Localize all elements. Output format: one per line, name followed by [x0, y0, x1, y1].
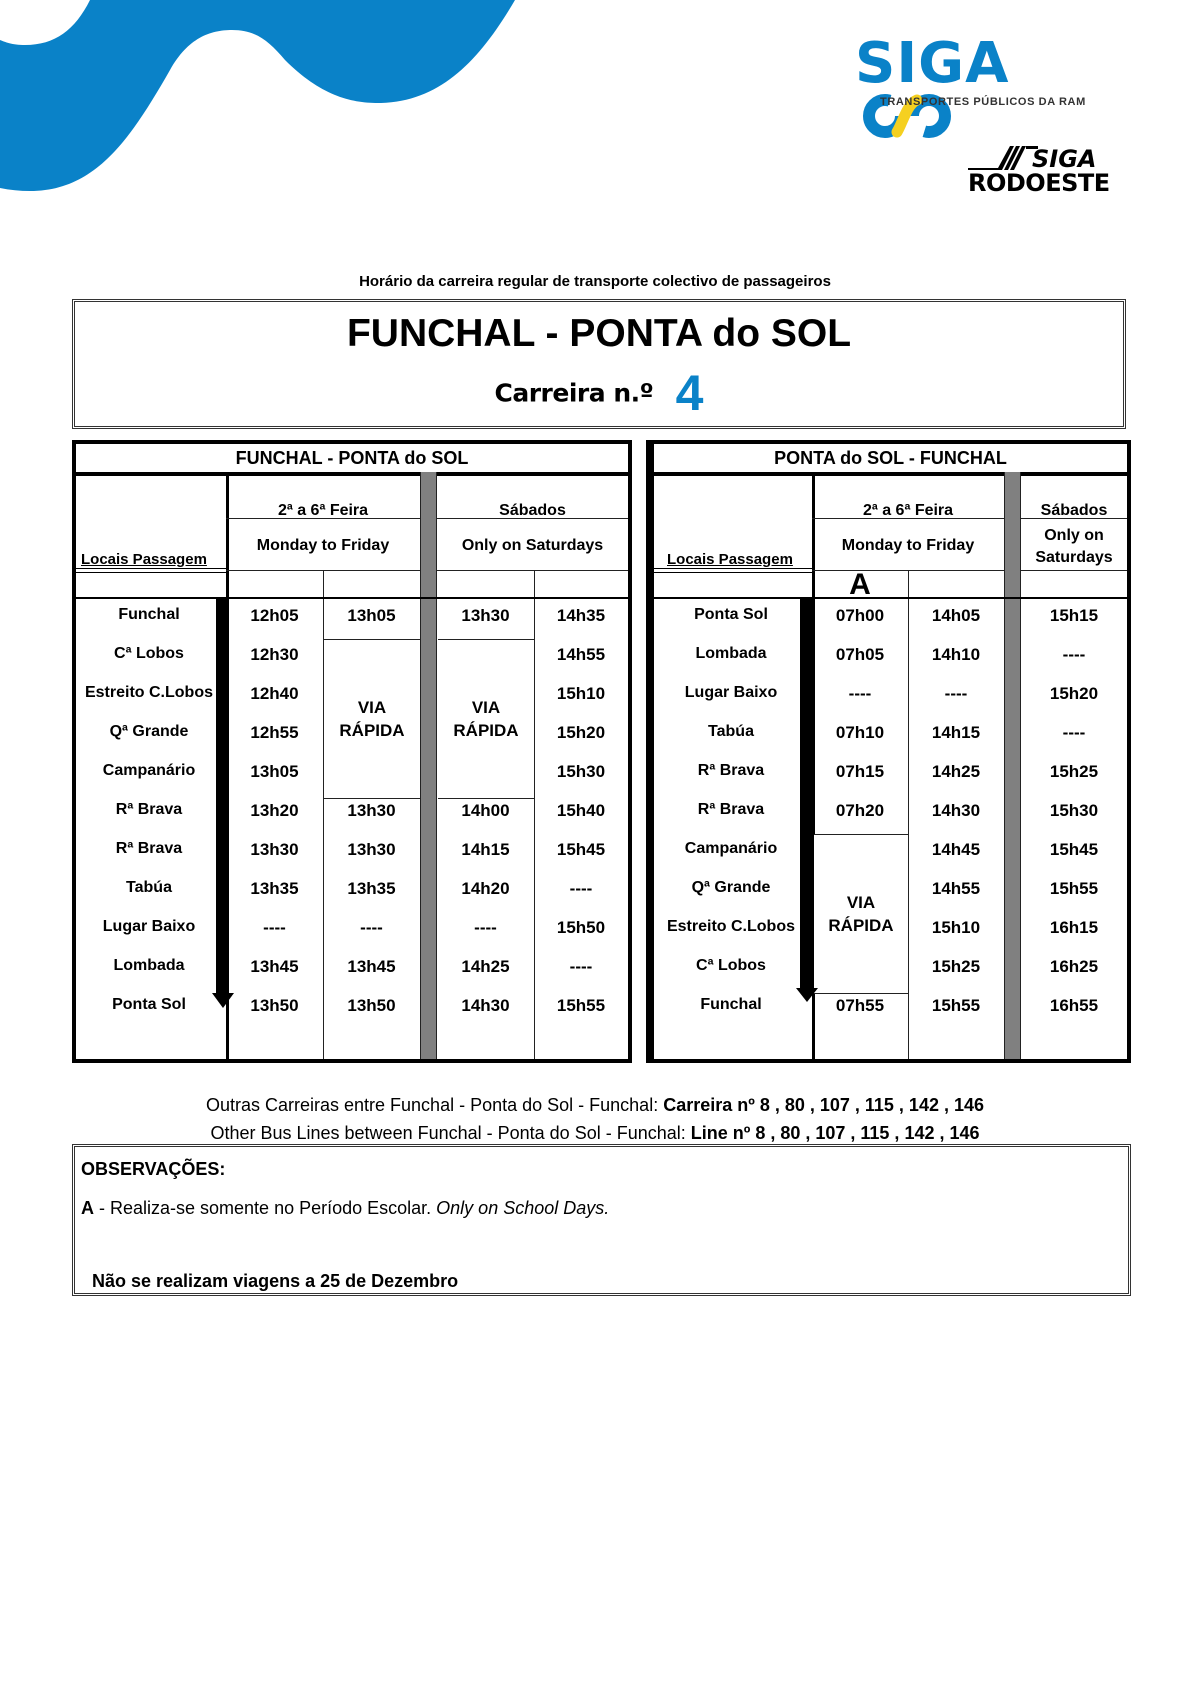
departure-time: 16h15 [1049, 918, 1099, 937]
departure-time: 14h15 [461, 840, 510, 859]
double-underline [654, 568, 812, 573]
departure-time: 07h10 [835, 723, 885, 742]
weekday-header-en: Monday to Friday [256, 537, 390, 554]
departure-time: 13h50 [250, 996, 299, 1015]
rodoeste-siga-text: SIGA [1032, 145, 1097, 173]
departure-time: ---- [360, 918, 383, 937]
outbound-via-rapida-weekday [324, 639, 420, 799]
rodoeste-logo [968, 145, 1110, 198]
gray-separator [1004, 472, 1021, 1059]
departure-time: 14h20 [461, 879, 510, 898]
departure-time: 16h25 [1049, 957, 1099, 976]
departure-time: 13h30 [461, 606, 510, 625]
departure-time: 13h20 [250, 801, 299, 820]
other-lines-en-prefix: Other Bus Lines between Funchal - Ponta do Sol - Funchal: [210, 1123, 691, 1143]
departure-time: 07h55 [835, 996, 885, 1015]
departure-time: 13h05 [250, 762, 299, 781]
other-lines-pt-prefix: Outras Carreiras entre Funchal - Ponta do Sol - Funchal: [205, 1095, 664, 1115]
inbound-via-rapida-weekday [814, 834, 908, 994]
stop-name: Estreito C.Lobos [666, 918, 795, 935]
departure-time: 15h30 [1049, 801, 1099, 820]
direction-arrow-down-icon [212, 598, 236, 1010]
departure-time: 13h30 [250, 840, 299, 859]
departure-time: 15h55 [556, 996, 606, 1015]
siga-logo-text: SIGA [855, 31, 1010, 96]
stop-name: Cª Lobos [114, 645, 184, 662]
carreira-number: 4 [675, 365, 704, 421]
departure-time: 14h55 [556, 645, 606, 664]
route-title: FUNCHAL - PONTA do SOL [346, 312, 852, 355]
siga-tagline: TRANSPORTES PÚBLICOS DA RAM [880, 96, 1086, 108]
departure-time: 15h40 [556, 801, 606, 820]
stop-name: Estreito C.Lobos [84, 684, 213, 701]
departure-time: 13h05 [347, 606, 396, 625]
gray-separator [420, 472, 437, 1059]
departure-time: 14h45 [931, 840, 981, 859]
departure-time: 15h15 [1049, 606, 1099, 625]
departure-time: 14h05 [931, 606, 981, 625]
stop-name: Lombada [695, 645, 767, 662]
departure-time: 07h15 [835, 762, 885, 781]
weekday-header-en: Monday to Friday [841, 537, 975, 554]
observation-a [81, 1198, 609, 1219]
departure-time: 15h45 [1049, 840, 1099, 859]
stop-name: Rª Brava [115, 801, 183, 818]
siga-logo [855, 31, 1115, 140]
departure-time: 13h35 [347, 879, 396, 898]
observations-box [72, 1144, 1131, 1296]
observations-title: OBSERVAÇÕES: [81, 1159, 226, 1179]
stop-name: Rª Brava [115, 840, 183, 857]
title-box [72, 299, 1126, 429]
via-rapida-line2: RÁPIDA [828, 916, 894, 935]
departure-time: 07h00 [835, 606, 885, 625]
double-underline [76, 568, 226, 573]
departure-time: ---- [848, 684, 872, 703]
departure-time: 07h20 [835, 801, 885, 820]
row-divider [437, 570, 628, 571]
document-subtitle: Horário da carreira regular de transporte colectivo de passageiros [359, 273, 831, 290]
saturday-header-en-2: Saturdays [1035, 549, 1113, 566]
stop-name: Lugar Baixo [684, 684, 778, 701]
via-rapida-line2: RÁPIDA [453, 721, 519, 740]
stop-name: Cª Lobos [696, 957, 766, 974]
locais-passagem-label: Locais Passagem [667, 551, 793, 568]
departure-time: 15h20 [556, 723, 606, 742]
departure-time: 16h55 [1049, 996, 1099, 1015]
other-lines-en-list: Line nº 8 , 80 , 107 , 115 , 142 , 146 [690, 1123, 980, 1143]
stop-name: Qª Grande [691, 879, 771, 896]
saturday-header-pt: Sábados [499, 502, 566, 519]
departure-time: 12h05 [250, 606, 299, 625]
stop-name: Ponta Sol [694, 606, 768, 623]
departure-time: ---- [474, 918, 497, 937]
school-days-marker: A [849, 568, 871, 601]
outbound-heading: FUNCHAL - PONTA do SOL [76, 444, 628, 476]
observation-a-text: - Realiza-se somente no Período Escolar. [94, 1198, 437, 1218]
saturday-header-pt: Sábados [1040, 502, 1108, 519]
stop-name: Tabúa [708, 723, 754, 740]
departure-time: ---- [569, 957, 593, 976]
other-lines-pt [0, 1095, 1190, 1116]
observation-december: Não se realizam viagens a 25 de Dezembro [92, 1271, 459, 1291]
locais-passagem-label: Locais Passagem [81, 551, 207, 568]
departure-time: 15h45 [556, 840, 606, 859]
departure-time: 14h35 [556, 606, 606, 625]
carreira-line [75, 364, 1123, 422]
departure-time: 15h55 [931, 996, 981, 1015]
departure-time: ---- [944, 684, 968, 703]
rodoeste-text: RODOESTE [968, 169, 1110, 197]
via-rapida-line2: RÁPIDA [339, 721, 405, 740]
stop-name: Ponta Sol [112, 996, 186, 1013]
via-rapida-line1: VIA [357, 698, 387, 717]
departure-time: 13h45 [250, 957, 299, 976]
departure-time: 14h30 [461, 996, 510, 1015]
stop-name: Funchal [700, 996, 762, 1013]
departure-time: ---- [1062, 723, 1086, 742]
departure-time: 12h55 [250, 723, 299, 742]
observation-a-english: Only on School Days. [436, 1198, 610, 1218]
stop-name: Lugar Baixo [102, 918, 196, 935]
row-divider [226, 570, 420, 571]
departure-time: 15h55 [1049, 879, 1099, 898]
brand-wave-decoration [0, 0, 800, 200]
saturday-header-en: Only on Saturdays [461, 537, 604, 554]
weekday-header-pt: 2ª a 6ª Feira [277, 502, 369, 519]
departure-time: 15h25 [931, 957, 981, 976]
direction-arrow-down-icon [796, 598, 820, 1010]
departure-time: ---- [1062, 645, 1086, 664]
outbound-via-rapida-saturday [438, 639, 534, 799]
departure-time: 13h30 [347, 840, 396, 859]
observation-a-marker: A [81, 1198, 94, 1218]
departure-time: 14h25 [931, 762, 981, 781]
departure-time: 14h15 [931, 723, 981, 742]
departure-time: 15h10 [556, 684, 606, 703]
stop-name: Rª Brava [697, 762, 765, 779]
weekday-header-pt: 2ª a 6ª Feira [862, 502, 954, 519]
departure-time: 13h30 [347, 801, 396, 820]
departure-time: 13h45 [347, 957, 396, 976]
departure-time: ---- [263, 918, 286, 937]
departure-time: 14h55 [931, 879, 981, 898]
departure-time: 15h25 [1049, 762, 1099, 781]
row-divider [1021, 570, 1127, 571]
departure-time: 15h50 [556, 918, 606, 937]
other-lines-pt-list: Carreira nº 8 , 80 , 107 , 115 , 142 , 146 [663, 1095, 985, 1115]
saturday-header-en-1: Only on [1044, 527, 1104, 544]
stop-name: Tabúa [126, 879, 172, 896]
departure-time: 15h10 [931, 918, 981, 937]
other-lines-en [0, 1123, 1190, 1144]
departure-time: 14h00 [461, 801, 510, 820]
via-rapida-label [828, 891, 893, 937]
stop-name: Campanário [684, 840, 778, 857]
via-rapida-line1: VIA [846, 893, 876, 912]
stop-name: Qª Grande [109, 723, 189, 740]
departure-time: 13h50 [347, 996, 396, 1015]
stop-name: Funchal [118, 606, 180, 623]
departure-time: ---- [569, 879, 593, 898]
inbound-heading: PONTA do SOL - FUNCHAL [654, 444, 1127, 476]
departure-time: 15h30 [556, 762, 606, 781]
departure-time: 13h35 [250, 879, 299, 898]
stop-name: Rª Brava [697, 801, 765, 818]
stop-name: Lombada [113, 957, 185, 974]
departure-time: 14h10 [931, 645, 981, 664]
via-rapida-label [339, 696, 404, 742]
departure-time: 15h20 [1049, 684, 1099, 703]
via-rapida-label [453, 696, 518, 742]
stop-name: Campanário [102, 762, 196, 779]
departure-time: 07h05 [835, 645, 885, 664]
departure-time: 12h40 [250, 684, 299, 703]
departure-time: 14h30 [931, 801, 981, 820]
carreira-label: Carreira n.º [494, 378, 654, 408]
via-rapida-line1: VIA [471, 698, 501, 717]
row-divider [76, 597, 628, 599]
departure-time: 12h30 [250, 645, 299, 664]
departure-time: 14h25 [461, 957, 510, 976]
